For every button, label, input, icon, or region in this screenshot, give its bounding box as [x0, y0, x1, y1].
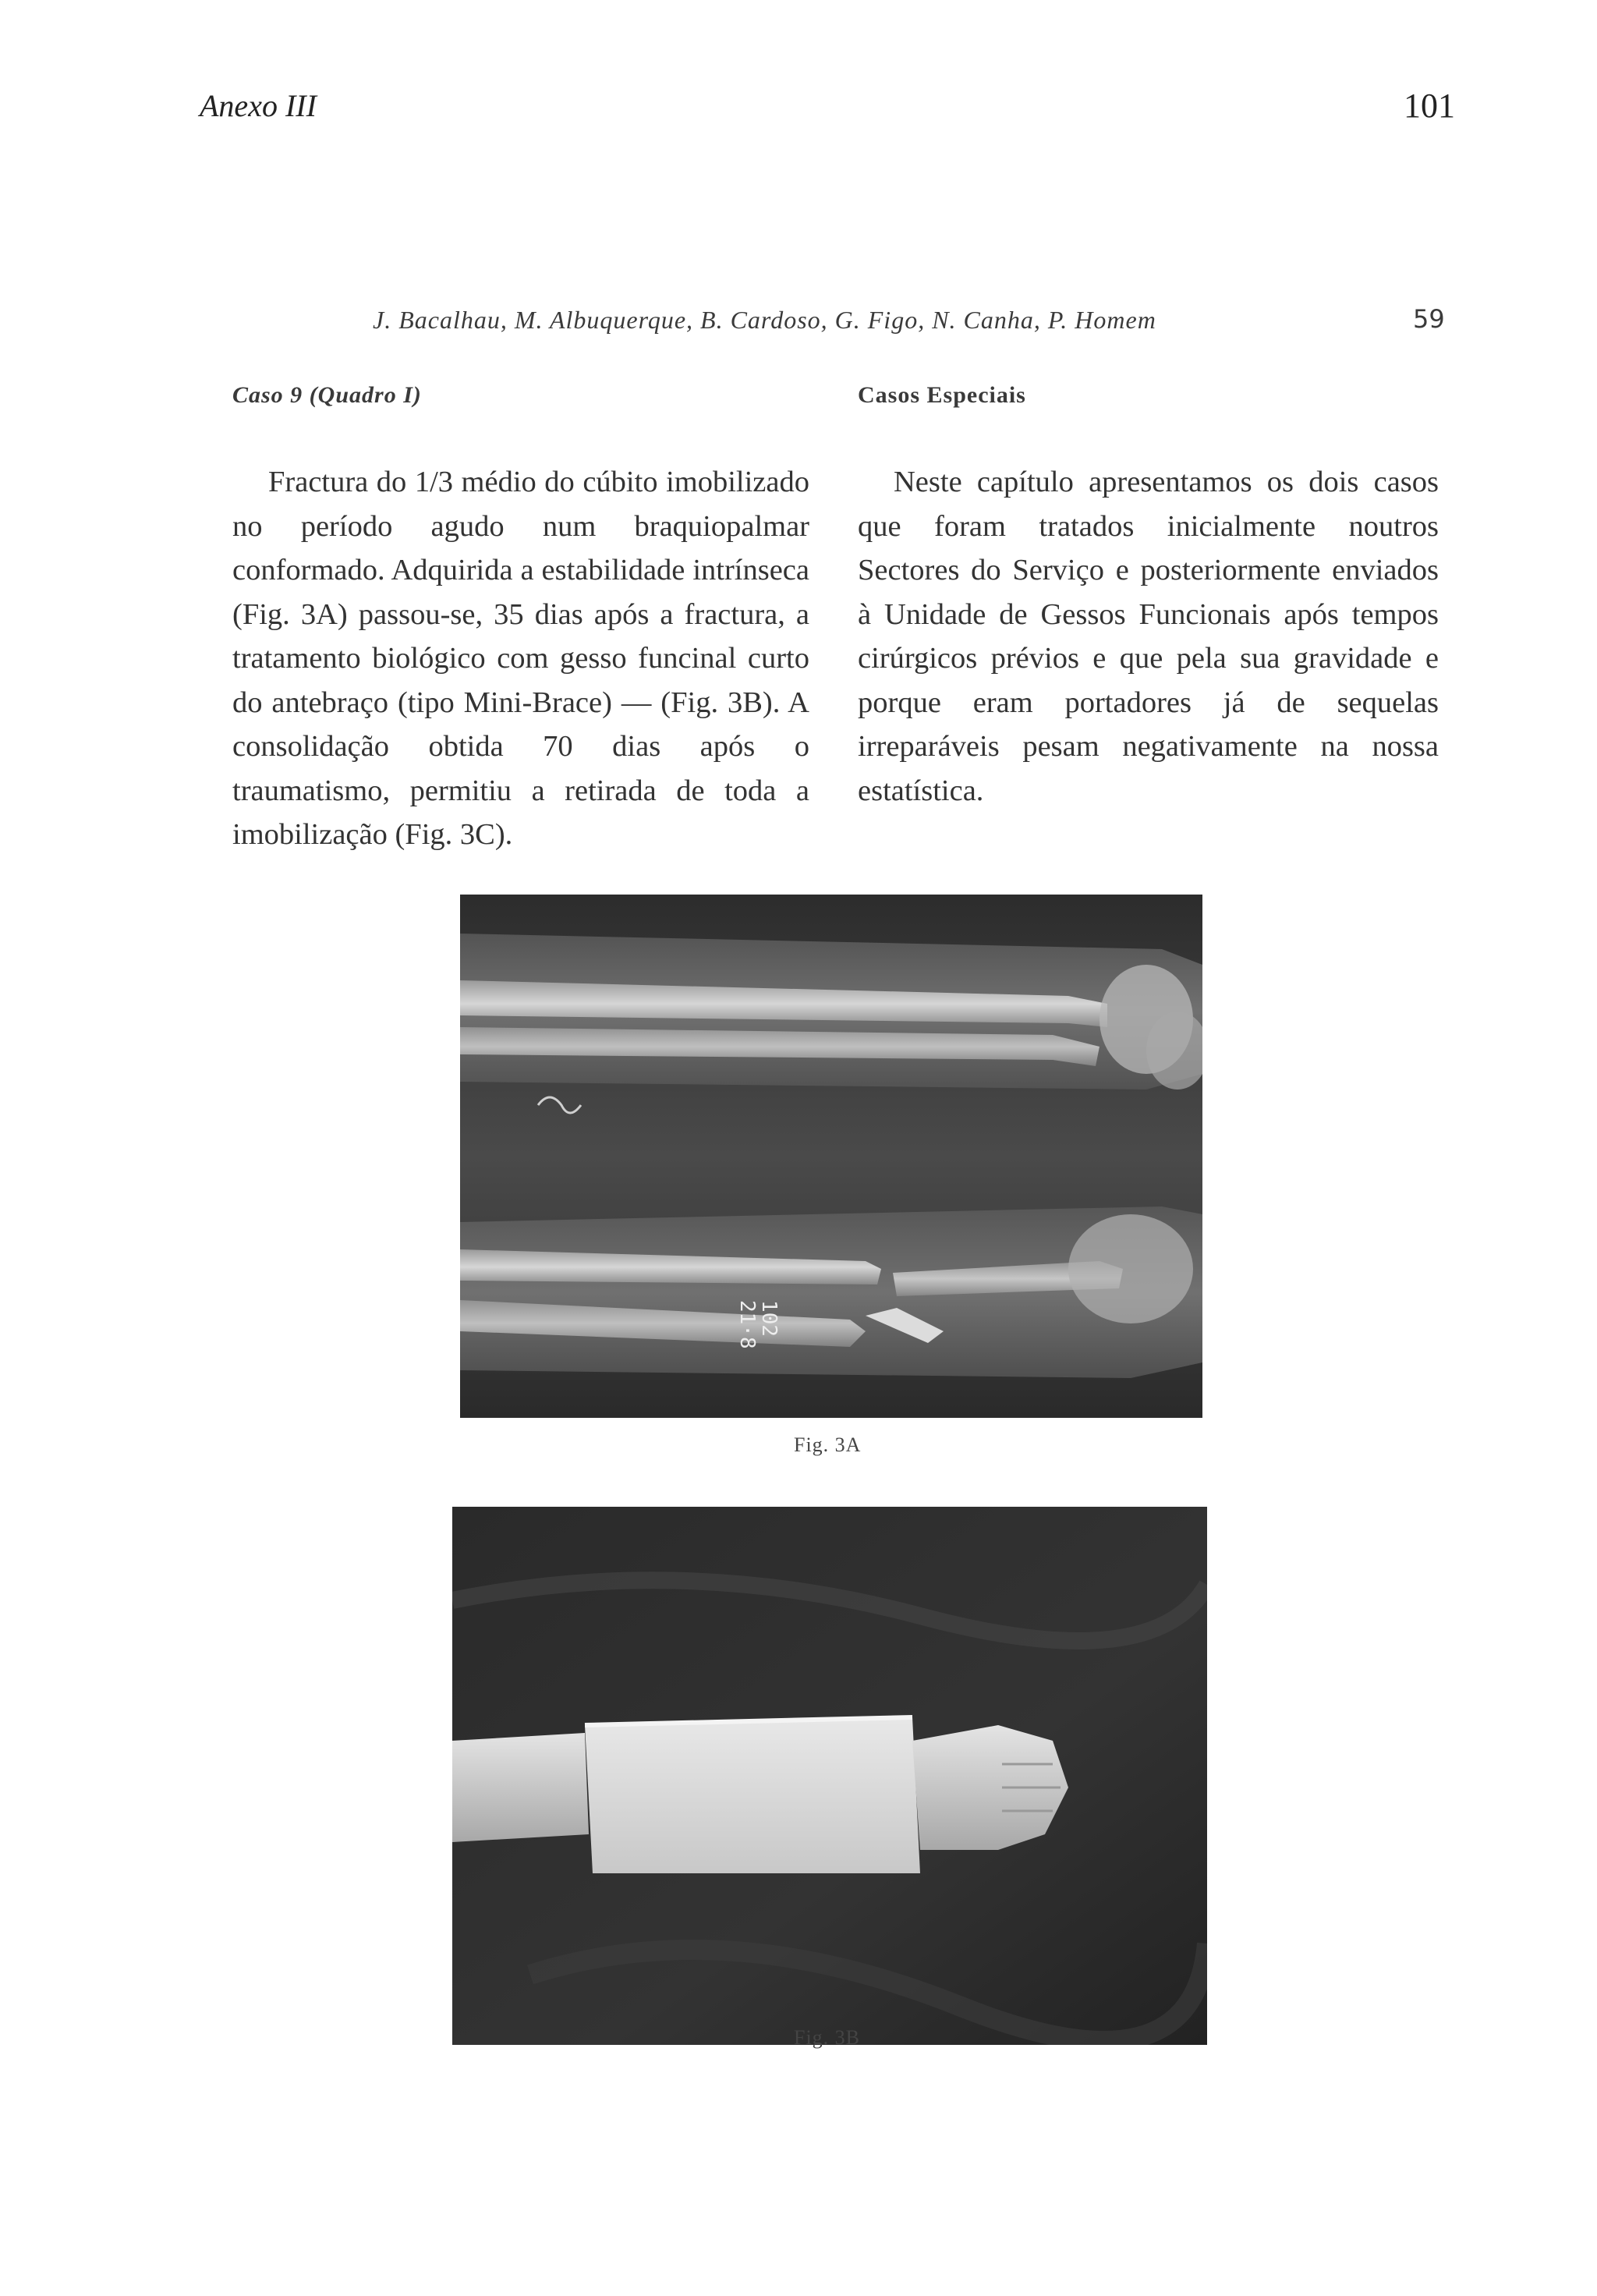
- right-column: [858, 460, 1439, 813]
- figure-3b-caption: Fig. 3B: [794, 2026, 861, 2049]
- film-label-line1: 102: [757, 1300, 781, 1337]
- left-section-title: Caso 9 (Quadro I): [232, 382, 422, 408]
- right-paragraph: Neste capítulo apresentamos os dois casos que foram tratados inicialmente noutros Sectores do Serviço e posteriormente enviados à Unidade de Gessos Funcionais após tempos cirúrgicos prévios e que pela sua gravidade e porque eram portadores já de sequelas irreparáveis pesam negativamente na nossa estatística.: [858, 466, 1439, 807]
- inner-page-number: 59: [1413, 304, 1445, 334]
- film-label: [736, 1300, 780, 1349]
- figure-3a-xray: [460, 895, 1202, 1418]
- right-section-title: Casos Especiais: [858, 382, 1026, 408]
- inner-running-header-authors: J. Bacalhau, M. Albuquerque, B. Cardoso, G. Figo, N. Canha, P. Homem: [373, 306, 1156, 334]
- figure-3b-photo: [452, 1507, 1207, 2045]
- figure-3a-caption: Fig. 3A: [794, 1433, 862, 1456]
- left-paragraph: Fractura do 1/3 médio do cúbito imobilizado no período agudo num braquiopalmar conformado. Adquirida a estabilidade intrínseca (Fig. 3A) passou-se, 35 dias após a fractura, a tratamento biológico com gesso funcinal curto do antebraço (tipo Mini-Brace) — (Fig. 3B). A consolidação obtida 70 dias após o traumatismo, permitiu a retirada de toda a imobilização (Fig. 3C).: [232, 466, 809, 851]
- film-label-line2: 21·8: [735, 1300, 759, 1349]
- outer-page-number: 101: [1404, 87, 1455, 125]
- outer-running-header: Anexo III: [200, 88, 317, 123]
- left-column: [232, 460, 809, 857]
